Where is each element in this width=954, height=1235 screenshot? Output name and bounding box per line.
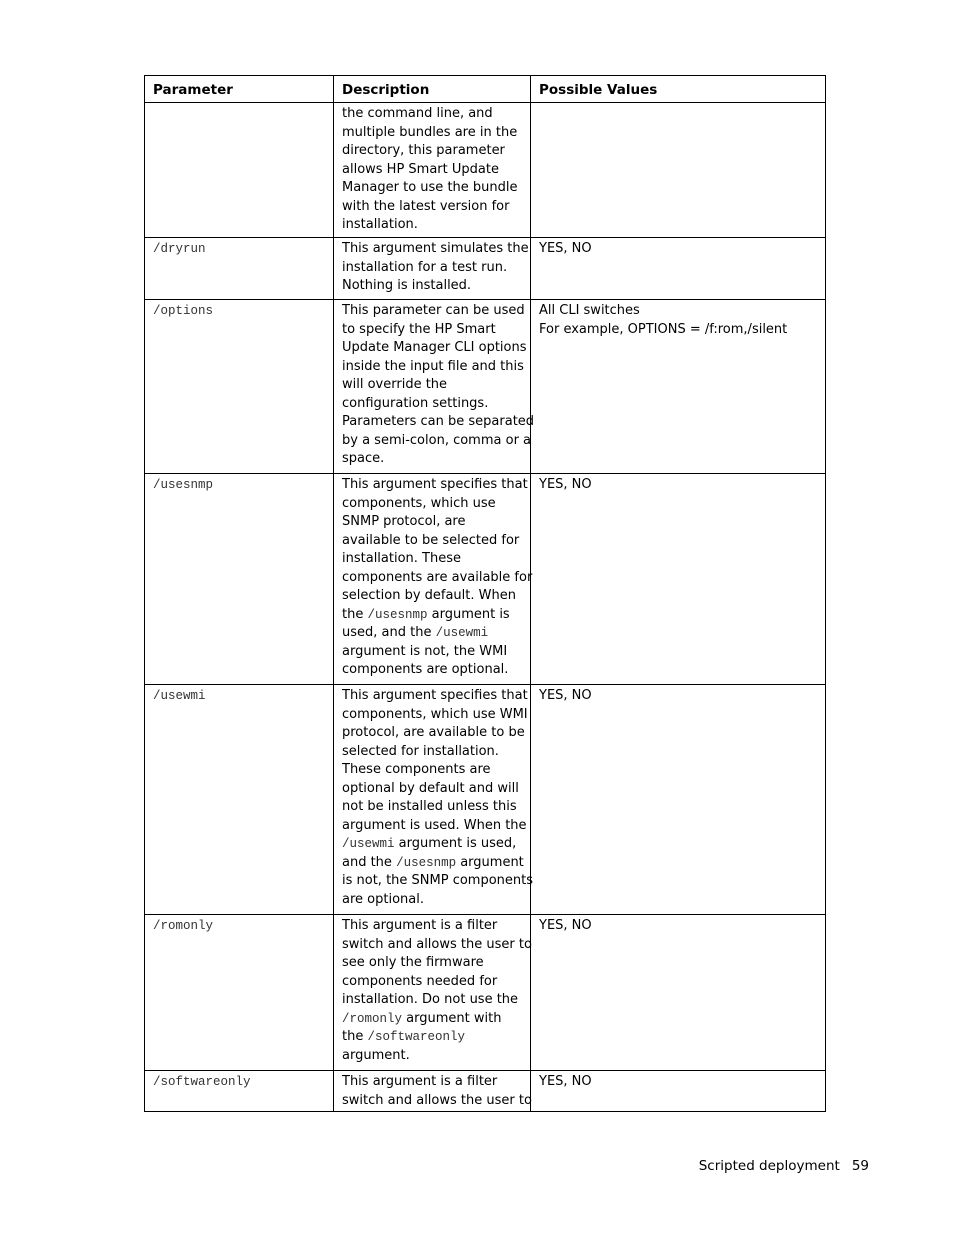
description-line: These components are [342,762,491,777]
code-segment: /usesnmp [396,855,457,870]
description-line: This parameter can be used [342,303,525,318]
description-line: inside the input file and this [342,358,524,374]
description-line: protocol, are available to be [342,725,525,740]
value-line: YES, NO [539,1074,592,1089]
description-line: with the latest version for [342,198,510,214]
description-line: space. [342,451,385,466]
description-line: to specify the HP Smart [342,321,496,337]
description-cell [334,103,531,238]
description-line: are optional. [342,891,424,907]
description-line [342,1028,522,1047]
text-segment: argument with [402,1010,502,1026]
text-segment: argument [456,854,524,870]
text-segment: argument is used, [394,836,517,851]
description-line: This argument specifies that [342,477,528,492]
table-row [145,474,826,685]
description-line: available to be selected for [342,532,520,548]
values-cell [531,300,826,474]
header-description: Description [334,76,531,103]
text-segment: and the [342,854,397,870]
description-line: switch and allows the user to [342,1092,532,1108]
description-line [342,835,522,854]
description-line: components, which use WMI [342,706,528,722]
header-parameter: Parameter [145,76,334,103]
description-line: This argument specifies that [342,688,528,703]
values-cell [531,103,826,238]
description-line: argument. [342,1047,410,1063]
footer-section-title: Scripted deployment [698,1158,840,1174]
table-row [145,685,826,915]
description-line: components, which use [342,495,496,511]
description-line: Nothing is installed. [342,278,472,293]
value-line: YES, NO [539,241,592,256]
description-line: SNMP protocol, are [342,514,466,529]
description-line: installation. These [342,551,461,566]
description-line: allows HP Smart Update [342,161,499,177]
value-line: YES, NO [539,688,592,703]
values-cell [531,474,826,685]
description-line: components needed for [342,973,498,989]
table-header-row [145,76,826,103]
description-line: This argument is a filter [342,918,498,933]
description-line: optional by default and will [342,780,519,796]
description-line: Parameters can be separated [342,414,535,429]
description-line: components are available for [342,569,533,585]
description-line: is not, the SNMP components [342,873,534,888]
description-line: components are optional. [342,662,509,677]
code-segment: /softwareonly [367,1030,465,1044]
value-line: For example, OPTIONS = /f:rom,/silent [539,321,788,337]
description-line: argument is not, the WMI [342,643,508,659]
table-row [145,1071,826,1112]
param-cell: /options [145,300,334,474]
description-line: selected for installation. [342,743,499,759]
values-cell [531,685,826,915]
table-row [145,103,826,238]
param-cell: /softwareonly [145,1071,334,1112]
description-cell [334,915,531,1071]
param-cell: /usewmi [145,685,334,915]
param-cell: /dryrun [145,238,334,300]
description-line: directory, this parameter [342,143,505,158]
param-cell: /romonly [145,915,334,1071]
description-line: Manager to use the bundle [342,180,518,195]
text-segment: used, and the [342,625,436,640]
description-line: Update Manager CLI options [342,340,527,355]
description-line: installation. Do not use the [342,992,519,1007]
description-line [342,624,522,643]
page-number: 59 [851,1158,869,1174]
text-segment: the [342,1029,368,1044]
description-line: multiple bundles are in the [342,124,518,140]
description-line: argument is used. When the [342,817,527,833]
page-footer [699,1158,869,1174]
code-segment: /romonly [342,1011,403,1026]
description-line: This argument is a filter [342,1074,498,1089]
param-cell: /usesnmp [145,474,334,685]
description-cell [334,1071,531,1112]
description-line [342,854,522,873]
values-cell [531,1071,826,1112]
values-cell [531,915,826,1071]
description-cell [334,685,534,915]
code-segment: /usewmi [435,626,489,640]
value-line: YES, NO [539,918,592,933]
text-segment: argument is [427,606,510,622]
text-segment: the [342,606,368,622]
parameters-table [144,75,826,1112]
description-line [342,606,522,625]
value-line: All CLI switches [539,303,640,318]
description-line: This argument simulates the [342,241,529,256]
description-cell [334,300,535,474]
description-line: selection by default. When [342,588,516,603]
description-line: the command line, and [342,106,493,121]
code-segment: /usesnmp [367,607,428,622]
table-row [145,300,826,474]
value-line: YES, NO [539,477,592,492]
values-cell [531,238,826,300]
description-line: by a semi-colon, comma or a [342,432,532,448]
param-cell [145,103,334,238]
description-line: not be installed unless this [342,799,517,814]
table-row [145,238,826,300]
description-line [342,1010,522,1029]
description-line: configuration settings. [342,395,489,411]
description-line: will override the [342,377,448,392]
description-line: switch and allows the user to [342,936,532,952]
header-possible-values: Possible Values [531,76,826,103]
table-row [145,915,826,1071]
description-line: see only the firmware [342,955,484,970]
description-line: installation for a test run. [342,259,508,275]
description-cell [334,474,531,685]
description-cell [334,238,531,300]
code-segment: /usewmi [342,837,395,851]
description-line: installation. [342,217,418,232]
